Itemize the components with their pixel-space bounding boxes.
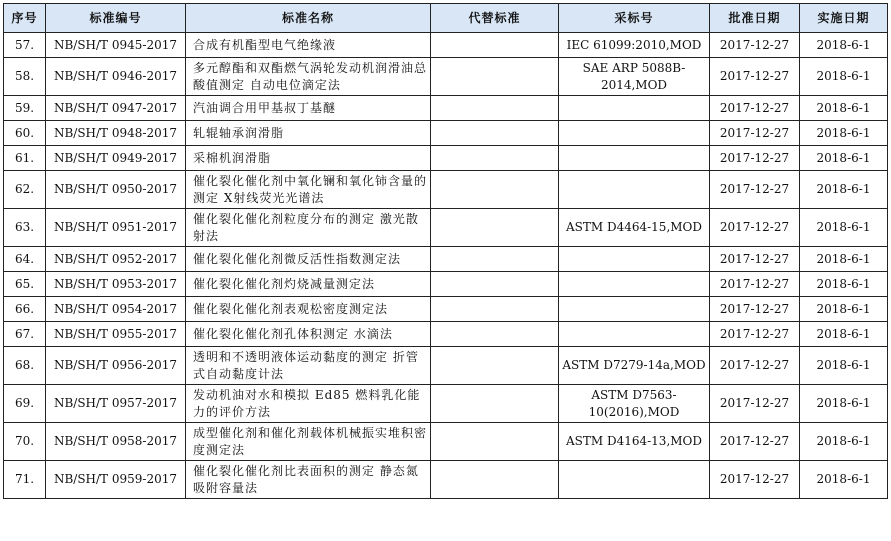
cell-name: 发动机油对水和模拟 Ed85 燃料乳化能力的评价方法 <box>186 385 431 423</box>
table-row <box>4 322 888 347</box>
cell-adopted <box>559 171 710 209</box>
cell-adopted: SAE ARP 5088B-2014,MOD <box>559 58 710 96</box>
cell-name: 催化裂化催化剂灼烧减量测定法 <box>186 272 431 297</box>
table-row <box>4 385 888 423</box>
cell-adopted <box>559 247 710 272</box>
cell-adopted <box>559 121 710 146</box>
cell-code: NB/SH/T 0945-2017 <box>46 33 186 58</box>
table-row <box>4 146 888 171</box>
cell-code: NB/SH/T 0952-2017 <box>46 247 186 272</box>
col-header-name: 标准名称 <box>186 4 431 33</box>
cell-replaces <box>431 209 559 247</box>
col-header-seq: 序号 <box>4 4 46 33</box>
table-row <box>4 96 888 121</box>
cell-name: 汽油调合用甲基叔丁基醚 <box>186 96 431 121</box>
cell-replaces <box>431 121 559 146</box>
cell-replaces <box>431 385 559 423</box>
cell-effective: 2018-6-1 <box>800 347 888 385</box>
col-header-approval: 批准日期 <box>710 4 800 33</box>
cell-adopted: ASTM D7563-10(2016),MOD <box>559 385 710 423</box>
cell-code: NB/SH/T 0955-2017 <box>46 322 186 347</box>
cell-code: NB/SH/T 0954-2017 <box>46 297 186 322</box>
cell-code: NB/SH/T 0956-2017 <box>46 347 186 385</box>
cell-approval: 2017-12-27 <box>710 209 800 247</box>
cell-replaces <box>431 96 559 121</box>
table-row <box>4 297 888 322</box>
cell-effective: 2018-6-1 <box>800 247 888 272</box>
cell-name: 催化裂化催化剂中氧化镧和氧化铈含量的测定 X射线荧光光谱法 <box>186 171 431 209</box>
cell-code: NB/SH/T 0949-2017 <box>46 146 186 171</box>
cell-name: 催化裂化催化剂粒度分布的测定 激光散射法 <box>186 209 431 247</box>
cell-name: 多元醇酯和双酯燃气涡轮发动机润滑油总酸值测定 自动电位滴定法 <box>186 58 431 96</box>
cell-replaces <box>431 461 559 499</box>
cell-approval: 2017-12-27 <box>710 33 800 58</box>
cell-approval: 2017-12-27 <box>710 423 800 461</box>
cell-name: 采棉机润滑脂 <box>186 146 431 171</box>
cell-name: 催化裂化催化剂孔体积测定 水滴法 <box>186 322 431 347</box>
cell-replaces <box>431 272 559 297</box>
cell-code: NB/SH/T 0958-2017 <box>46 423 186 461</box>
cell-approval: 2017-12-27 <box>710 347 800 385</box>
cell-adopted <box>559 96 710 121</box>
table-row <box>4 461 888 499</box>
cell-approval: 2017-12-27 <box>710 121 800 146</box>
cell-adopted: ASTM D7279-14a,MOD <box>559 347 710 385</box>
cell-effective: 2018-6-1 <box>800 322 888 347</box>
cell-replaces <box>431 423 559 461</box>
col-header-adopted: 采标号 <box>559 4 710 33</box>
cell-name: 催化裂化催化剂比表面积的测定 静态氮吸附容量法 <box>186 461 431 499</box>
cell-seq: 58. <box>4 58 46 96</box>
table-row <box>4 58 888 96</box>
cell-adopted <box>559 272 710 297</box>
cell-approval: 2017-12-27 <box>710 96 800 121</box>
cell-seq: 64. <box>4 247 46 272</box>
cell-approval: 2017-12-27 <box>710 171 800 209</box>
cell-approval: 2017-12-27 <box>710 461 800 499</box>
cell-replaces <box>431 247 559 272</box>
cell-seq: 68. <box>4 347 46 385</box>
cell-effective: 2018-6-1 <box>800 297 888 322</box>
cell-seq: 62. <box>4 171 46 209</box>
cell-approval: 2017-12-27 <box>710 322 800 347</box>
cell-name: 轧辊轴承润滑脂 <box>186 121 431 146</box>
cell-name: 合成有机酯型电气绝缘液 <box>186 33 431 58</box>
cell-approval: 2017-12-27 <box>710 58 800 96</box>
table-row <box>4 171 888 209</box>
cell-effective: 2018-6-1 <box>800 209 888 247</box>
cell-code: NB/SH/T 0953-2017 <box>46 272 186 297</box>
table-row <box>4 247 888 272</box>
cell-effective: 2018-6-1 <box>800 461 888 499</box>
cell-seq: 63. <box>4 209 46 247</box>
cell-seq: 60. <box>4 121 46 146</box>
cell-replaces <box>431 297 559 322</box>
cell-adopted <box>559 461 710 499</box>
cell-replaces <box>431 171 559 209</box>
cell-replaces <box>431 322 559 347</box>
cell-code: NB/SH/T 0950-2017 <box>46 171 186 209</box>
cell-code: NB/SH/T 0951-2017 <box>46 209 186 247</box>
cell-code: NB/SH/T 0946-2017 <box>46 58 186 96</box>
cell-seq: 61. <box>4 146 46 171</box>
cell-effective: 2018-6-1 <box>800 423 888 461</box>
col-header-effective: 实施日期 <box>800 4 888 33</box>
cell-effective: 2018-6-1 <box>800 171 888 209</box>
cell-seq: 65. <box>4 272 46 297</box>
table-row <box>4 272 888 297</box>
table-row <box>4 209 888 247</box>
table-row <box>4 347 888 385</box>
cell-name: 催化裂化催化剂微反活性指数测定法 <box>186 247 431 272</box>
cell-replaces <box>431 58 559 96</box>
table-row <box>4 33 888 58</box>
cell-approval: 2017-12-27 <box>710 272 800 297</box>
table-row <box>4 121 888 146</box>
cell-adopted <box>559 322 710 347</box>
cell-approval: 2017-12-27 <box>710 297 800 322</box>
cell-code: NB/SH/T 0948-2017 <box>46 121 186 146</box>
table-header-row <box>4 4 888 33</box>
cell-seq: 69. <box>4 385 46 423</box>
cell-code: NB/SH/T 0947-2017 <box>46 96 186 121</box>
cell-name: 催化裂化催化剂表观松密度测定法 <box>186 297 431 322</box>
cell-name: 成型催化剂和催化剂载体机械振实堆积密度测定法 <box>186 423 431 461</box>
cell-seq: 67. <box>4 322 46 347</box>
cell-code: NB/SH/T 0957-2017 <box>46 385 186 423</box>
cell-approval: 2017-12-27 <box>710 146 800 171</box>
cell-adopted <box>559 297 710 322</box>
cell-approval: 2017-12-27 <box>710 247 800 272</box>
cell-adopted: IEC 61099:2010,MOD <box>559 33 710 58</box>
cell-seq: 59. <box>4 96 46 121</box>
cell-replaces <box>431 146 559 171</box>
cell-effective: 2018-6-1 <box>800 33 888 58</box>
cell-seq: 71. <box>4 461 46 499</box>
cell-seq: 57. <box>4 33 46 58</box>
table-row <box>4 423 888 461</box>
cell-adopted: ASTM D4164-13,MOD <box>559 423 710 461</box>
cell-effective: 2018-6-1 <box>800 58 888 96</box>
cell-effective: 2018-6-1 <box>800 385 888 423</box>
col-header-code: 标准编号 <box>46 4 186 33</box>
cell-seq: 70. <box>4 423 46 461</box>
cell-name: 透明和不透明液体运动黏度的测定 折管式自动黏度计法 <box>186 347 431 385</box>
cell-seq: 66. <box>4 297 46 322</box>
cell-adopted <box>559 146 710 171</box>
cell-effective: 2018-6-1 <box>800 272 888 297</box>
cell-effective: 2018-6-1 <box>800 146 888 171</box>
cell-effective: 2018-6-1 <box>800 121 888 146</box>
cell-replaces <box>431 347 559 385</box>
cell-replaces <box>431 33 559 58</box>
cell-adopted: ASTM D4464-15,MOD <box>559 209 710 247</box>
cell-approval: 2017-12-27 <box>710 385 800 423</box>
col-header-replaces: 代替标准 <box>431 4 559 33</box>
standards-table <box>3 3 888 499</box>
cell-code: NB/SH/T 0959-2017 <box>46 461 186 499</box>
cell-effective: 2018-6-1 <box>800 96 888 121</box>
